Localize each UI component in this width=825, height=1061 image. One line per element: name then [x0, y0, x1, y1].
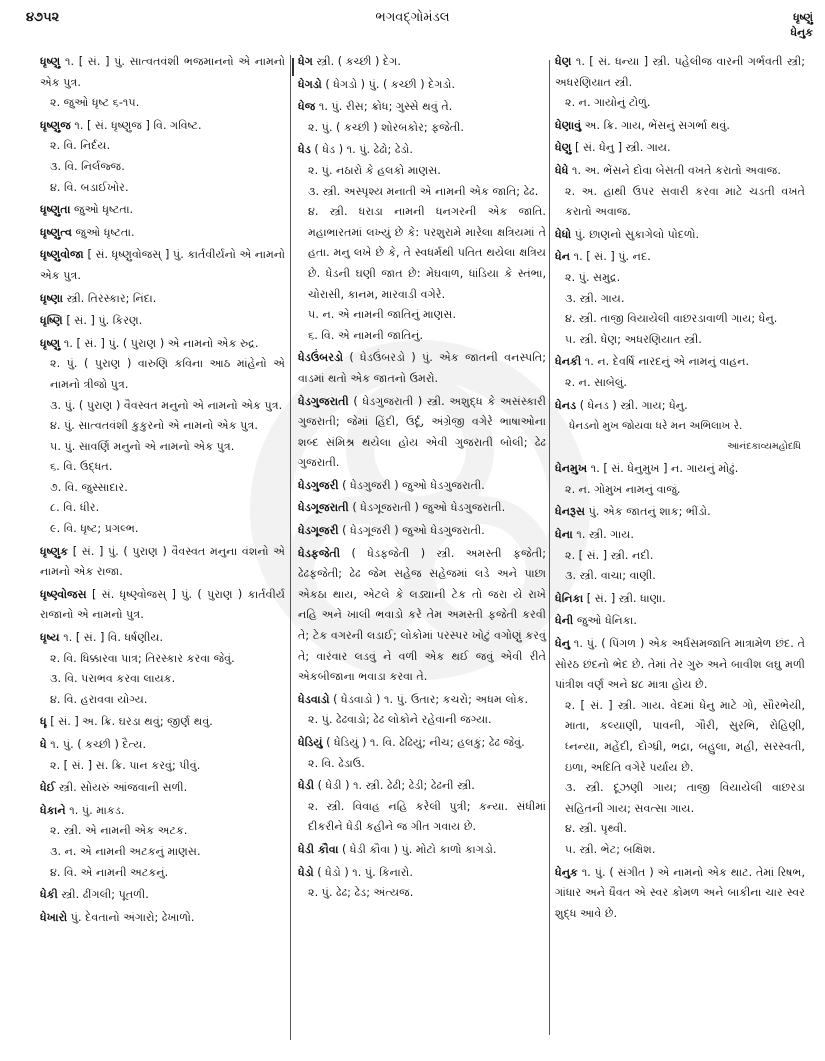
definition: ૧. પું. ( પિંગળ ) એક અર્ધસમજાતિ માત્રામેળ છંદ. તે સોરઠ છંદનો ભેદ છે. તેમાં તેર ગુરુ અને બાવીશ લઘુ મળી પાંત્રીશ વર્ણ અને ૪૮ માત્રા હોય છે. — [555, 637, 805, 692]
headword: ધૃષ્ણુ — [40, 55, 61, 68]
definition: [ સં. ] અ. ક્રિ. ઘરડા થવું; જીર્ણ થવું. — [50, 715, 213, 729]
dictionary-entry — [298, 544, 546, 688]
sense: ૪. વિ. બડાઈખોર. — [50, 180, 129, 194]
headword: ધેડગુજરાતી — [298, 394, 349, 408]
dictionary-entry — [555, 247, 805, 350]
page-title: ભગવદ્ગોમંડલ — [375, 10, 450, 25]
headword: ધેડ — [298, 143, 311, 157]
dictionary-entry — [298, 392, 546, 474]
definition: સ્ત્રી. સોયરું આંજવાની સળી. — [58, 781, 188, 795]
sense: ૨. પું. ઢેઢવાડો; ઢેઢ લોકોને રહેવાની જગ્યા. — [308, 713, 492, 727]
dictionary-entry — [555, 611, 805, 632]
definition: ૧. પું. માકડ. — [69, 803, 125, 817]
dictionary-entry — [40, 542, 285, 583]
headword: ધેધો — [555, 227, 572, 241]
headword: ધેડી — [298, 779, 315, 793]
sense: ૩. વિ. નિર્લજ્જ. — [50, 159, 125, 173]
definition: પું. છાણનો સુકાગેલો પોદળો. — [574, 227, 700, 241]
headword: ધૃષ્ણિ — [40, 314, 63, 328]
definition: ( ધેડી કૌવા ) પું. મોટો કાળો કાગડો. — [342, 842, 497, 856]
dictionary-entry — [298, 776, 546, 838]
dictionary-entry — [555, 525, 805, 587]
dictionary-entry — [40, 116, 285, 198]
sense: ૨. ન. ગોમુખ નામનું વાજું. — [565, 482, 681, 496]
definition: સ્ત્રી. ઢીંગલી; પૂતળી. — [61, 888, 149, 902]
dictionary-entry — [298, 52, 546, 73]
dictionary-entry — [298, 733, 546, 774]
citation-source: આનંદકાવ્યમહોદધિ — [727, 440, 801, 452]
dictionary-entry — [555, 225, 805, 246]
definition: ( ધેડો ) ૧. પું. કિનારો. — [317, 865, 413, 879]
dictionary-entry — [555, 502, 805, 523]
column-divider — [290, 55, 291, 1040]
definition: [ સં. ] પું. કિરણ. — [66, 314, 143, 328]
sense: ૨. વિ. ધિક્કારવા પાત્ર; તિરસ્કાર કરવા જેવું. — [50, 651, 235, 665]
headword: ધેનરૂસ — [555, 505, 586, 519]
dictionary-entry — [298, 140, 546, 346]
definition: ( ધેડી ) ૧. સ્ત્રી. ઢેઢી; ઢેડી; ઢેઢની સ્ત્રી. — [317, 779, 475, 793]
headword: ધેડિયું — [298, 736, 323, 749]
sense: ૯. વિ. ધૃષ્ટ; પ્રગલ્ભ. — [50, 522, 139, 536]
headword: ધેનમુખ — [555, 462, 588, 476]
sense: ૪. સ્ત્રી. પૃથ્વી. — [565, 822, 627, 836]
definition: ૧. સ્ત્રી. ગાય. — [576, 528, 634, 542]
sense: ૪. પું. સાત્વતવંશી કુકુરનો એ નામનો એક પુત્ર. — [50, 419, 258, 433]
definition: ૧. પું. રીસ; ક્રોધ; ગુસ્સે થવું તે. — [318, 100, 453, 114]
definition: ૧. [ સં. ] પું. નદ. — [573, 250, 651, 264]
sense: ૫. ન. એ નામની જાતિનું માણસ. — [308, 308, 457, 322]
sense: ૩. સ્ત્રી. દૂઝણી ગાય; તાજી વિયાયેલી વાછરડા સહિતની ગાય; સવત્સા ગાય. — [565, 781, 805, 815]
column-1 — [40, 52, 285, 930]
dictionary-entry — [298, 690, 546, 731]
headword: ધૃષ્ય — [40, 631, 60, 645]
dictionary-entry — [40, 735, 285, 776]
headword: ધેકાને — [40, 803, 66, 817]
headword: ધેડઉંબરડો — [298, 351, 344, 365]
dictionary-entry — [298, 476, 546, 497]
headword: ધેનુક — [555, 865, 578, 879]
sense: ૨. ન. સાબેલું. — [565, 375, 627, 389]
headword: ધેધે — [555, 163, 569, 177]
headword: ધેડો — [298, 865, 314, 879]
headword: ધૃષ્ણુક — [40, 544, 69, 558]
definition: સ્ત્રી. તિરસ્કાર; નિંદા. — [66, 291, 157, 305]
sense: ૨. પું. ( પુરાણ ) વારુણિ કવિના આઠ માંહેનો એ નામનો ત્રીજો પુત્ર. — [50, 357, 285, 391]
headword: ધૃષ્ણુ — [40, 336, 61, 350]
guide-words — [790, 10, 813, 40]
definition: પું. એક જાતનું શાક; ભીંડો. — [588, 505, 711, 519]
dictionary-entry — [40, 289, 285, 310]
sense: ૪. સ્ત્રી. તાજી વિયાયેલી વાછરડાવાળી ગાય; ધેનુ. — [565, 312, 778, 326]
sense: ૨. અ. હાથી ઉપર સવારી કરવા માટે ચડતી વખતે કરાતો અવાજ. — [565, 184, 805, 219]
sense: ૩. પું. ( પુરાણ ) વૈવસ્વત મનુનો એ નામનો એક પુત્ર. — [50, 398, 283, 412]
dictionary-entry — [298, 75, 546, 96]
sense: ૬. વિ. એ નામની જાતિનું. — [308, 328, 424, 342]
headword: ધેજ — [298, 100, 316, 114]
definition: ( ધેડવાડો ) ૧. પું. ઉતાર; કચરો; અધમ લોક. — [333, 692, 529, 706]
sense: ૨. પું. સમુદ્ર. — [565, 270, 621, 284]
definition: ૧. પું. ( કચ્છી ) દૈત્ય. — [50, 738, 147, 751]
quotation: ધેનડનો મુખ જોયવા ધરે મન અભિલાખ રે. — [569, 420, 743, 433]
definition: ( ધેડગૂજરાતી ) જુઓ ધેડગુજરાતી. — [352, 501, 506, 515]
definition: ( ધેડફજેતી ) સ્ત્રી. અમસ્તી ફજેતી; ઢેઢફજેતી; ઢેઢ જેમ સહેજ સહેજમાં લડે અને પાછા એકઠા થાય, એટલે કે લડ્યાની ટેક તો જરા યે રાખે નહિ અને ખાલી ભવાડો કરે તેમ અમસ્તી ફજેતી કરવી તે; ટેક વગરની લડાઈ; લોકોમાં પરસ્પર ખોટું વગોણું કરવું તે; વારંવાર લડવું ને વળી એક થઈ જવું એવી રીતે એકબીજાના ભવાડા કરવા તે. — [298, 546, 546, 684]
dictionary-entry — [40, 801, 285, 883]
definition: પું. દેવતાનો અંગારો; ઢેખાળો. — [70, 910, 195, 924]
sense: ૨. પું. ઢેઢ; ઢેડ; અંત્યજ. — [308, 886, 414, 900]
sense: ૫. સ્ત્રી. ધેણ; અધરણિયાત સ્ત્રી. — [565, 332, 702, 346]
headword: ધૃષ્ણા — [40, 291, 64, 305]
definition: ૧. અ. ભેંસને દોવા બેસતી વખતે કરાતો અવાજ. — [572, 163, 781, 177]
sense: ૩. સ્ત્રી. વાચા; વાણી. — [565, 569, 656, 583]
definition: જુઓ ધેનિકા. — [576, 614, 637, 628]
headword: ધેગ — [298, 55, 313, 68]
definition: ( ધેડગૂજરી ) જુઓ ધેડગુજરાતી. — [342, 524, 485, 538]
headword: ધેડી કૌવા — [298, 842, 339, 856]
definition: ૧. [ સં. ] વિ. ધર્ષણીય. — [63, 631, 164, 645]
sense: ૮. વિ. ધીર. — [50, 501, 100, 515]
headword: ધેની — [555, 614, 574, 628]
guide-word-last: ધેનુક — [790, 26, 813, 39]
headword: ધેન — [555, 250, 571, 264]
headword: ધૄ — [40, 715, 47, 729]
sense: ૨. વિ. ઢેડાઉ. — [308, 756, 365, 770]
sense: ૩. વિ. પરાભવ કરવા લાયક. — [50, 672, 176, 686]
headword: ધેનિકા — [555, 591, 584, 605]
sense: ૩. સ્ત્રી. અસ્પૃશ્ય મનાતી એ નામની એક જાતિ; ઢેઢ. — [308, 184, 539, 198]
column-marker — [292, 58, 294, 76]
dictionary-entry — [555, 116, 805, 137]
sense: ૫. સ્ત્રી. ભેટ; બક્ષિશ. — [565, 842, 656, 856]
definition: જુઓ ધૃષ્ટતા. — [74, 203, 134, 217]
dictionary-entry — [298, 498, 546, 519]
definition: ( ધેગડો ) પું. ( કચ્છી ) દેગડો. — [325, 77, 456, 91]
dictionary-entry — [40, 223, 285, 244]
dictionary-entry — [40, 712, 285, 733]
definition: ( ધેડ ) ૧. પું. ઢેઢો; ઢેડો. — [314, 143, 413, 157]
headword: ધેડગુજરી — [298, 478, 339, 492]
headword: ધૃષ્ણુવોજા — [40, 248, 84, 262]
dictionary-entry — [40, 585, 285, 626]
sense: ૨. ન. ગાયોનું ટોળું. — [565, 96, 651, 110]
dictionary-entry — [40, 885, 285, 906]
definition: અ. ક્રિ. ગાય, ભેંસનું સગર્ભા થવું. — [584, 118, 730, 132]
sense: ૫. પું. સાવર્ણિ મનુનો એ નામનો એક પુત્ર. — [50, 439, 235, 453]
headword: ધેના — [555, 528, 573, 542]
sense: ૨. પું. ( કચ્છી ) શોરબકોર; ફજેતી. — [308, 120, 464, 134]
headword: ધૃષ્ણુજ — [40, 118, 71, 132]
definition: ૧. પું. ( સંગીત ) એ નામનો એક થાટ. તેમાં રિષભ, ગાંધાર અને ધૈવત એ સ્વર કોમળ અને બાકીના ચાર સ્વર શુદ્ધ આવે છે. — [555, 865, 806, 920]
sense: ૨. [ સં. ] સ્ત્રી. નદી. — [565, 548, 654, 562]
dictionary-entry — [298, 521, 546, 542]
headword: ધે — [40, 738, 47, 751]
definition: જુઓ ધૃષ્ટતા. — [75, 225, 135, 239]
definition: ( ધેડગુજરાતી ) સ્ત્રી. અશુદ્ધ કે અસંસ્કારી ગુજરાતી; જેમાં હિંદી, ઉર્દૂ, અંગ્રેજી વગેરે ભાષાઓના શબ્દ સંમિશ્ર થયેલા હોય એવી ગુજરાતી બોલી; ઢેઢ ગુજરાતી. — [298, 394, 546, 470]
headword: ધેડગૂજરાતી — [298, 501, 349, 515]
sense: ૪. વિ. હરાવવા યોગ્ય. — [50, 692, 148, 706]
dictionary-entry — [555, 589, 805, 610]
sense: ૩. સ્ત્રી. ગાય. — [565, 291, 625, 305]
guide-word-first: ધૃષ્ણું — [793, 11, 813, 24]
definition: ૧. [ સં. ધૃષ્ણુજ ] વિ. ગવિષ્ટ. — [74, 118, 202, 132]
sense: ૨. [ સં. ] સ. ક્રિ. પાન કરવું; પીવું. — [50, 758, 201, 772]
dictionary-entry — [40, 245, 285, 286]
sense: ૨. સ્ત્રી. એ નામની એક અટક. — [50, 824, 188, 838]
definition: ૧. [ સં. ] પું. ( પુરાણ ) એ નામનો એક રુદ્ર. — [63, 336, 259, 350]
sense: ૪. વિ. એ નામની અટકનું. — [50, 865, 169, 879]
definition: ( ધેડગુજરી ) જુઓ ધેડગુજરાતી. — [342, 478, 485, 492]
definition: [ સં. ] સ્ત્રી. ધાણા. — [586, 591, 666, 605]
headword: ધેનુ — [555, 637, 571, 651]
sense: ૨. વિ. નિર્દય. — [50, 139, 111, 153]
dictionary-entry — [555, 138, 805, 159]
column-3 — [555, 52, 805, 926]
column-2 — [298, 52, 546, 906]
headword: ધેડવાડો — [298, 692, 330, 706]
definition: ( ધેનડ ) સ્ત્રી. ગાય; ધેનુ. — [579, 398, 688, 412]
definition: [ સં. ધેનુ ] સ્ત્રી. ગાય. — [575, 141, 671, 155]
dictionary-entry — [298, 863, 546, 904]
headword: ધેનડ — [555, 398, 577, 412]
headword: ધૃષ્ણુત્વ — [40, 225, 72, 239]
definition: ( ધેડિયું ) ૧. વિ. ઢેઢિયું; નીચ; હલકું; ઢેઢ જેવું. — [326, 736, 525, 749]
dictionary-entry — [40, 778, 285, 799]
sense: ૩. ન. એ નામની અટકનું માણસ. — [50, 844, 201, 858]
dictionary-entry — [555, 396, 805, 458]
headword: ધેડફજેતી — [298, 546, 341, 560]
dictionary-entry — [40, 334, 285, 540]
sense: ૭. વિ. જુસ્સાદાર. — [50, 480, 128, 494]
definition: ૧. ન. દેવર્ષિ નારદનું એ નામનું વાહન. — [584, 355, 750, 369]
headword: ધેણાવું — [555, 118, 582, 132]
sense: ૨. [ સં. ] સ્ત્રી. ગાય. વેદમાં ધેનુ માટે ગો, સૌરભેયી, માતા, કલ્યાણી, પાવની, ગૌરી, સુરભિ, રોહિણી, ધ્નન્યા, મહેંદી, દોગ્ધ્રી, ભદ્રા, બહુલા, મહી, સરસ્વતી, ઇળા, અદિતિ વગેરે પર્યાય છે. — [565, 698, 805, 774]
headword: ધેગડો — [298, 77, 322, 91]
page-number: ૪૭૫૨ — [26, 10, 60, 25]
dictionary-entry — [555, 634, 805, 861]
dictionary-entry — [555, 352, 805, 393]
dictionary-entry — [40, 908, 285, 929]
headword: ધેકી — [40, 888, 58, 902]
headword: ધેણુ — [555, 141, 572, 155]
sense: ૨. સ્ત્રી. વિવાહ નહિ કરેલી પુત્રી; કન્યા. સંધીમાં દીકરીને ધેડી કહીને જ ગીત ગવાય છે. — [308, 799, 546, 834]
dictionary-entry — [555, 459, 805, 500]
sense: ૪. સ્ત્રી. ધરાડા નામની ધનગરની એક જાતિ. મહાભારતમાં લખ્યું છે કે: પરશુરામે મારેલા ક્ષત્રિયમાં તે હતા. મનુ લખે છે કે, તે સ્વધર્મથી પતિત થયેલા ક્ષત્રિય છે. ધેડની ઘણી જાત છે: મેઘવાળ, ધાંડિયા કે સ્તંભા, ચોરાસી, કાનમ, મારવાડી વગેરે. — [308, 205, 546, 301]
headword: ધૃષ્ણુતા — [40, 203, 71, 217]
headword: ધેનકી — [555, 355, 582, 369]
headword: ધેઈ — [40, 781, 56, 795]
dictionary-entry — [40, 311, 285, 332]
definition: [ સં. ] પું. ( પુરાણ ) વૈવસ્વત મનુના વંશનો એ નામનો એક રાજા. — [40, 544, 285, 579]
sense: ૬. વિ. ઉદ્ધત. — [50, 460, 113, 474]
definition: ( ધેડઉંબરડો ) પું. એક જાતની વનસ્પતિ; વાડમાં થતો એક જાતનો ઉમરો. — [298, 351, 547, 385]
sense: ૨. જુઓ ધૃષ્ટ ૬-૧૫. — [50, 96, 140, 110]
column-divider — [549, 60, 550, 1035]
definition: ૧. [ સં. ] પું. સાત્વતવંશી ભજમાનનો એ નામનો એક પુત્ર. — [40, 55, 285, 89]
dictionary-entry — [40, 52, 285, 114]
definition: [ સં. ધૃષ્ણુવોજસ્ ] પું. કાર્તવીર્યનો એ નામનો એક પુત્ર. — [40, 248, 285, 282]
definition: સ્ત્રી. ( કચ્છી ) દેગ. — [316, 55, 401, 68]
headword: ધેખારો — [40, 910, 68, 924]
definition: ૧. [ સં. ધન્યા ] સ્ત્રી. પહેલીજ વારની ગર્ભવતી સ્ત્રી; અધરણિયાત સ્ત્રી. — [555, 55, 805, 89]
dictionary-entry — [40, 628, 285, 710]
headword: ધેણ — [555, 55, 572, 68]
sense: ૨. પું. નઠારો કે હલકો માણસ. — [308, 163, 441, 177]
dictionary-entry — [555, 161, 805, 223]
page-header — [0, 8, 825, 48]
dictionary-entry — [555, 863, 805, 925]
dictionary-entry — [555, 52, 805, 114]
dictionary-entry — [298, 348, 546, 389]
dictionary-entry — [40, 200, 285, 221]
headword: ધેડગૂજરી — [298, 524, 339, 538]
definition: ૧. [ સં. ધેનુમુખ ] ન. ગાયનું મોઢું. — [590, 462, 739, 476]
headword: ધૃષ્ણ્વોજસ — [40, 587, 87, 601]
dictionary-entry — [298, 97, 546, 138]
dictionary-entry — [298, 840, 546, 861]
definition: [ સં. ધૃષ્ણ્વોજસ્ ] પું. ( પુરાણ ) કાર્તવીર્ય રાજાનો એ નામનો પુત્ર. — [40, 587, 285, 622]
